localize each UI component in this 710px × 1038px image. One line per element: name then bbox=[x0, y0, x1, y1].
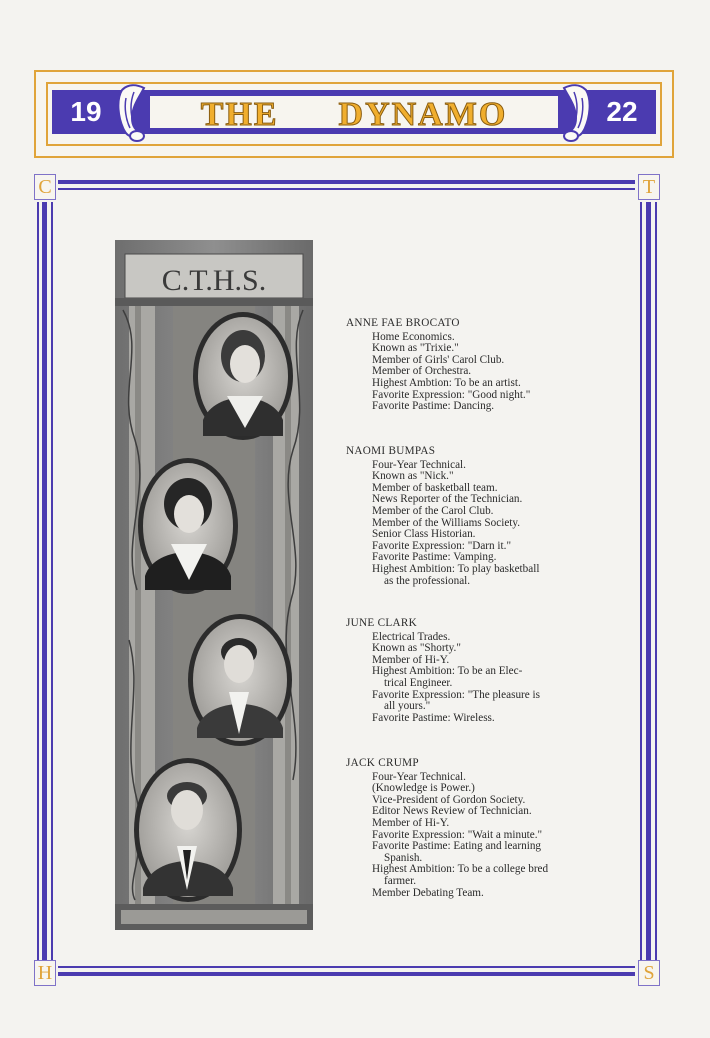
entry-line: Four-Year Technical. bbox=[372, 458, 466, 471]
entry-line: News Reporter of the Technician. bbox=[372, 493, 523, 506]
frame-right-rule bbox=[640, 202, 642, 960]
entry-line: (Knowledge is Power.) bbox=[372, 782, 475, 795]
frame-left-rule bbox=[51, 202, 53, 960]
frame-left-rule bbox=[42, 202, 47, 960]
entry-line: Highest Ambition: To be an Elec- bbox=[372, 665, 523, 678]
entry-line: Favorite Pastime: Dancing. bbox=[372, 400, 495, 413]
frame-top-rule bbox=[58, 180, 635, 184]
entry-anne-fae-brocato bbox=[346, 318, 606, 413]
entry-line: Member of the Carol Club. bbox=[372, 504, 494, 517]
frame-right-rule bbox=[655, 202, 657, 960]
entry-line: Home Economics. bbox=[372, 330, 455, 343]
entry-line: trical Engineer. bbox=[384, 676, 453, 689]
entry-line: Known as "Nick." bbox=[372, 470, 454, 483]
entry-line: Editor News Review of Technician. bbox=[372, 805, 532, 818]
entry-line: Favorite Expression: "Good night." bbox=[372, 388, 531, 401]
entry-name: NAOMI BUMPAS bbox=[346, 445, 436, 457]
entry-line: Member of Orchestra. bbox=[372, 365, 472, 378]
photo-panel bbox=[115, 240, 313, 930]
header-banner bbox=[34, 70, 674, 158]
scroll-ornament-icon bbox=[114, 78, 150, 148]
portrait-naomi-bumpas bbox=[138, 458, 238, 594]
entry-line: farmer. bbox=[384, 874, 416, 887]
entry-name: ANNE FAE BROCATO bbox=[346, 317, 460, 329]
entry-line: Highest Ambtion: To be an artist. bbox=[372, 376, 521, 389]
corner-letter-h: H bbox=[34, 960, 56, 986]
scroll-ornament-icon bbox=[558, 78, 594, 148]
frame-bottom-rule bbox=[58, 972, 635, 976]
portrait-anne-fae-brocato bbox=[193, 312, 293, 440]
entry-line: Favorite Pastime: Eating and learning bbox=[372, 840, 542, 853]
portrait-jack-crump bbox=[134, 758, 242, 902]
title-word-the: THE bbox=[200, 96, 279, 133]
year-right: 22 bbox=[606, 96, 638, 127]
yearbook-title bbox=[176, 98, 532, 132]
entry-line: Member of Hi-Y. bbox=[372, 816, 450, 829]
cths-label: C.T.H.S. bbox=[161, 264, 267, 297]
title-word-dynamo: DYNAMO bbox=[338, 96, 508, 133]
entry-line: Known as "Shorty." bbox=[372, 642, 461, 655]
entry-line: Known as "Trixie." bbox=[372, 342, 459, 355]
entry-line: Member of the Williams Society. bbox=[372, 516, 521, 529]
year-left: 19 bbox=[70, 96, 102, 127]
frame-top-rule bbox=[58, 188, 635, 190]
entry-line: Electrical Trades. bbox=[372, 630, 451, 643]
entry-line: Spanish. bbox=[384, 851, 423, 864]
entry-line: Favorite Pastime: Wireless. bbox=[372, 711, 495, 724]
entry-name: JUNE CLARK bbox=[346, 617, 418, 629]
corner-letter-t: T bbox=[638, 174, 660, 200]
corner-letter-c: C bbox=[34, 174, 56, 200]
entry-line: all yours." bbox=[384, 700, 431, 713]
entry-jack-crump bbox=[346, 758, 606, 899]
entry-line: Favorite Expression: "Wait a minute." bbox=[372, 828, 543, 841]
entry-june-clark bbox=[346, 618, 606, 724]
entry-line: Senior Class Historian. bbox=[372, 528, 476, 541]
entry-name: JACK CRUMP bbox=[346, 757, 419, 769]
portrait-june-clark bbox=[188, 614, 292, 746]
entry-line: Vice-President of Gordon Society. bbox=[372, 793, 526, 806]
frame-right-rule bbox=[646, 202, 651, 960]
entry-line: as the professional. bbox=[384, 574, 471, 587]
entry-line: Highest Ambition: To play basketball bbox=[372, 562, 540, 575]
entry-line: Favorite Expression: "Darn it." bbox=[372, 539, 512, 552]
entry-line: Member Debating Team. bbox=[372, 886, 484, 899]
entry-line: Favorite Expression: "The pleasure is bbox=[372, 688, 540, 701]
frame-left-rule bbox=[37, 202, 39, 960]
entry-line: Member of Hi-Y. bbox=[372, 653, 450, 666]
entry-line: Member of basketball team. bbox=[372, 481, 498, 494]
entry-line: Favorite Pastime: Vamping. bbox=[372, 551, 497, 564]
entry-line: Four-Year Technical. bbox=[372, 770, 466, 783]
entry-line: Highest Ambition: To be a college bred bbox=[372, 863, 549, 876]
entry-line: Member of Girls' Carol Club. bbox=[372, 353, 505, 366]
corner-letter-s: S bbox=[638, 960, 660, 986]
frame-bottom-rule bbox=[58, 966, 635, 968]
entry-naomi-bumpas bbox=[346, 446, 606, 587]
